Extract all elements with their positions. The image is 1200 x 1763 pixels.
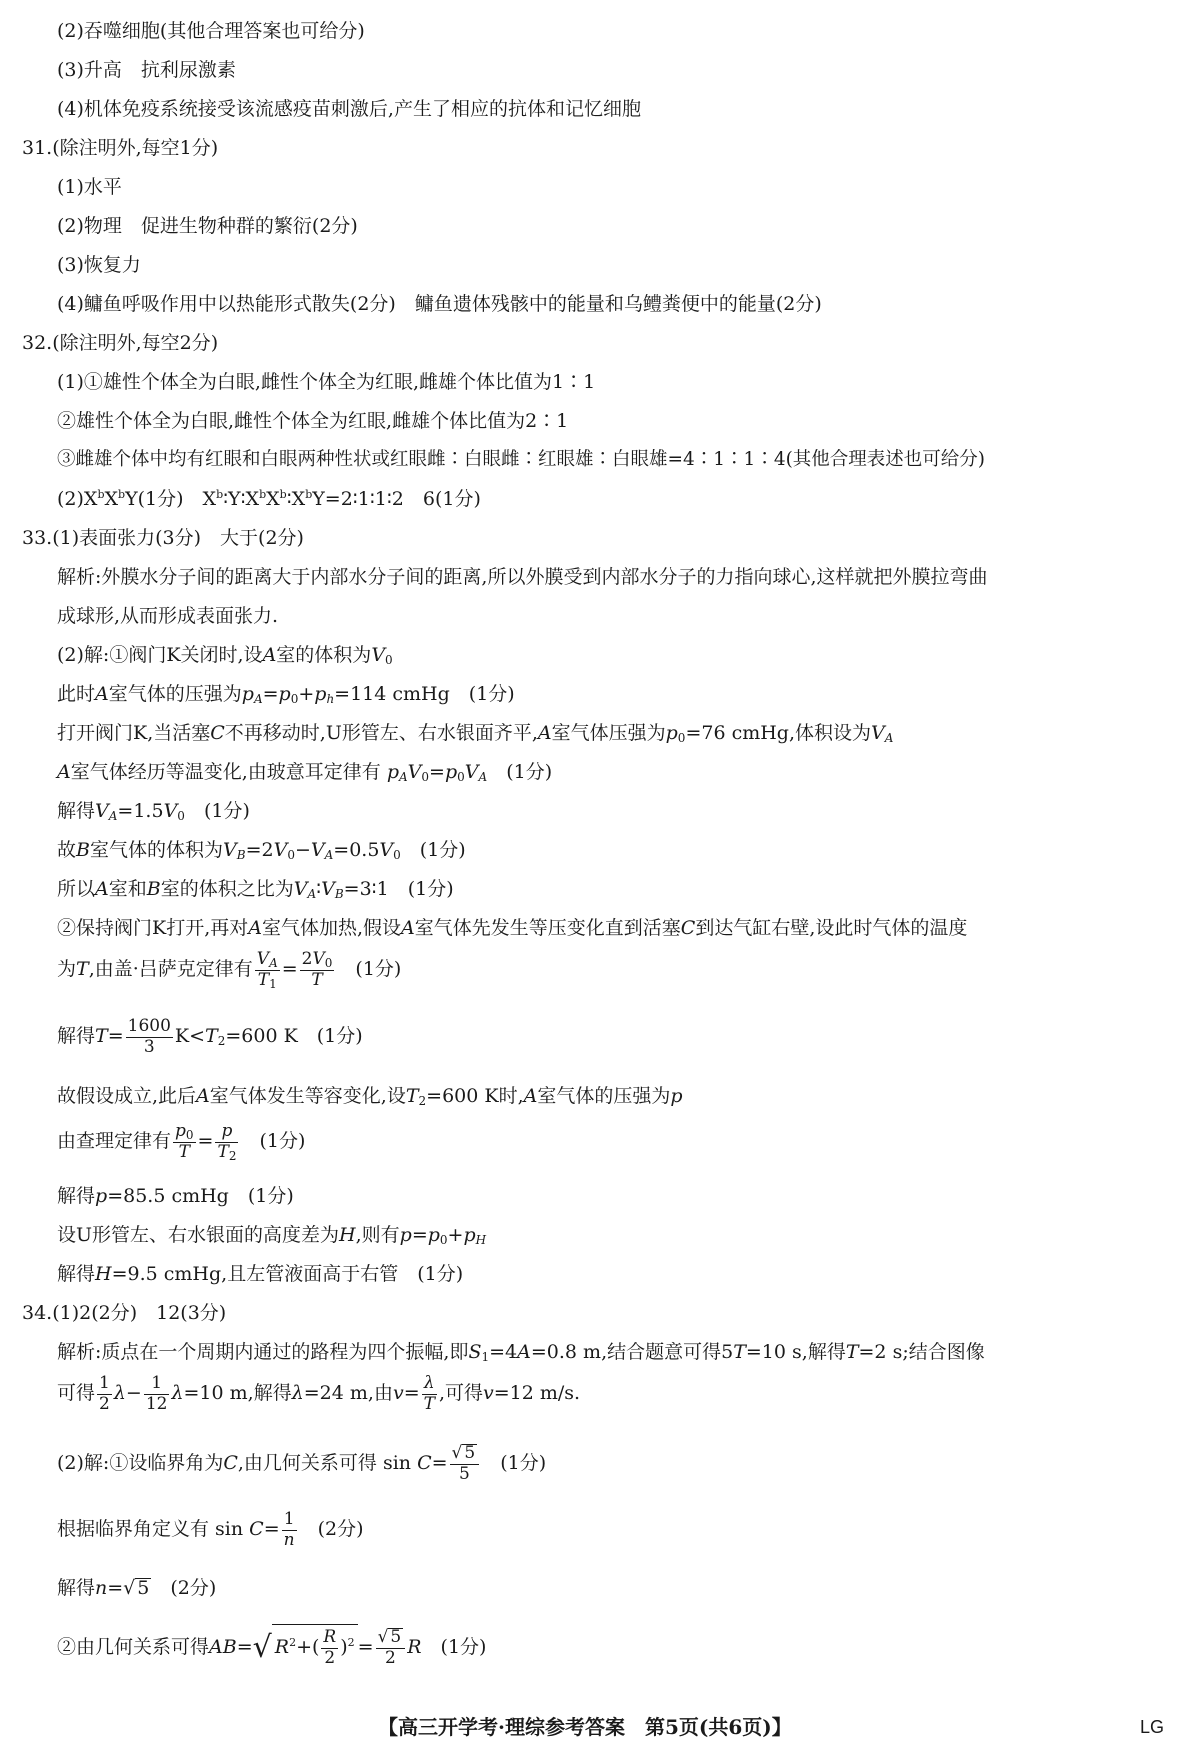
solution-line: 根据临界角定义有 sin C= $\frac{1}{n}$ (2分) [57,1509,364,1550]
solution-line: 解得$V_A=1.5V_0$ (1分) [57,800,250,823]
question-heading: 33.(1)表面张力(3分) 大于(2分) [22,527,304,549]
text-line: (3)恢复力 [57,254,141,276]
solution-line: (2)解:①设临界角为C,由几何关系可得 sin C= $\frac{√ 5}{5}$ (1分) [57,1443,547,1484]
solution-line: 打开阀门K,当活塞C不再移动时,U形管左、右水银面齐平,A室气体压强为$p_0=76$ cmHg,体积设为$V_A$ [57,722,894,745]
solution-line: 设U形管左、右水银面的高度差为H,则有$p=p_0+p_H$ [57,1224,487,1247]
page-footer: 【高三开学考·理综参考答案 第5页(共6页)】 [378,1715,792,1739]
solution-line: 解得H=9.5 cmHg,且左管液面高于右管 (1分) [57,1263,464,1285]
text-line: 解析:外膜水分子间的距离大于内部水分子间的距离,所以外膜受到内部水分子的力指向球心,这样就把外膜拉弯曲 [57,566,988,588]
text-line: ③雌雄个体中均有红眼和白眼两种性状或红眼雌∶白眼雌∶红眼雄∶白眼雄=4∶1∶1∶4(其他合理表述也可给分) [57,449,986,470]
solution-line: (2)解:①阀门K关闭时,设A室的体积为$V_0$ [57,644,393,667]
text-line: (4)鳙鱼呼吸作用中以热能形式散失(2分) 鳙鱼遗体残骸中的能量和乌鳢粪便中的能量(2分) [57,293,822,315]
solution-line: ②由几何关系可得AB=√ $R^2+$( $\frac{R}{2}$ )$^2$ = $\frac{√ 5}{2}$ R (1分) [57,1624,486,1668]
footer-code: LG [1140,1717,1165,1737]
question-heading: 32.(除注明外,每空2分) [22,332,219,354]
text-line: (1)水平 [57,176,122,198]
question-heading: 31.(除注明外,每空1分) [22,137,219,159]
text-line: (1)①雄性个体全为白眼,雌性个体全为红眼,雌雄个体比值为1∶1 [57,371,596,393]
solution-line: 此时A室气体的压强为$p_A=p_0+p_h=114$ cmHg (1分) [57,683,515,706]
solution-line: 故假设成立,此后A室气体发生等容变化,设$T_2=600$ K时,A室气体的压强为p [57,1085,683,1108]
text-line: (2)吞噬细胞(其他合理答案也可给分) [57,20,365,42]
solution-line: 可得 $\frac{1}{2}$ λ− $\frac{1}{12}$ λ=10 m,解得λ=24 m,由v= $\frac{\lambda}{T}$ ,可得v=12 m/s. [57,1373,581,1414]
question-heading: 34.(1)2(2分) 12(3分) [22,1302,227,1324]
solution-line: 解得T= $\frac{1600}{3}$ $K<T_2=600$ K (1分) [57,1016,363,1057]
solution-line: 为T,由盖·吕萨克定律有 $\frac{V_A}{T_1}$ = $\frac{2V_0}{T}$ (1分) [57,949,402,991]
solution-line: 故B室气体的体积为$V_B=2V_0-V_A=0.5V_0$ (1分) [57,839,466,862]
text-line: (3)升高 抗利尿激素 [57,59,236,81]
solution-line: 解析:质点在一个周期内通过的路程为四个振幅,即$S_1=4A=0.8$ m,结合题意可得5T=10 s,解得T=2 s;结合图像 [57,1341,985,1364]
text-line: (4)机体免疫系统接受该流感疫苗刺激后,产生了相应的抗体和记忆细胞 [57,98,641,120]
text-line: ②雄性个体全为白眼,雌性个体全为红眼,雌雄个体比值为2∶1 [57,410,569,432]
solution-line: 解得p=85.5 cmHg (1分) [57,1185,294,1207]
solution-line: 由查理定律有 $\frac{p_0}{T}$ = $\frac{p}{T_2}$ (1分) [57,1121,306,1163]
text-line: (2)物理 促进生物种群的繁衍(2分) [57,215,358,237]
solution-line: A室气体经历等温变化,由玻意耳定律有 $p_AV_0=p_0V_A$ (1分) [57,761,553,784]
solution-line: 解得n=√ 5 (2分) [57,1577,217,1599]
solution-line: ②保持阀门K打开,再对A室气体加热,假设A室气体先发生等压变化直到活塞C到达气缸右壁,设此时气体的温度 [57,917,968,939]
text-line-genotype: $(2)X^bX^bY(1$分) $X^b∶Y∶X^bX^b∶X^bY=2∶1∶1∶2$ 6(1分) [57,488,481,510]
text-line: 成球形,从而形成表面张力. [57,605,279,627]
solution-line: 所以A室和B室的体积之比为$V_A∶V_B=3∶1$ (1分) [57,878,454,901]
explanation-intro: 解析:质点在一个周期内通过的路程为四个振幅,即 [57,1341,469,1363]
